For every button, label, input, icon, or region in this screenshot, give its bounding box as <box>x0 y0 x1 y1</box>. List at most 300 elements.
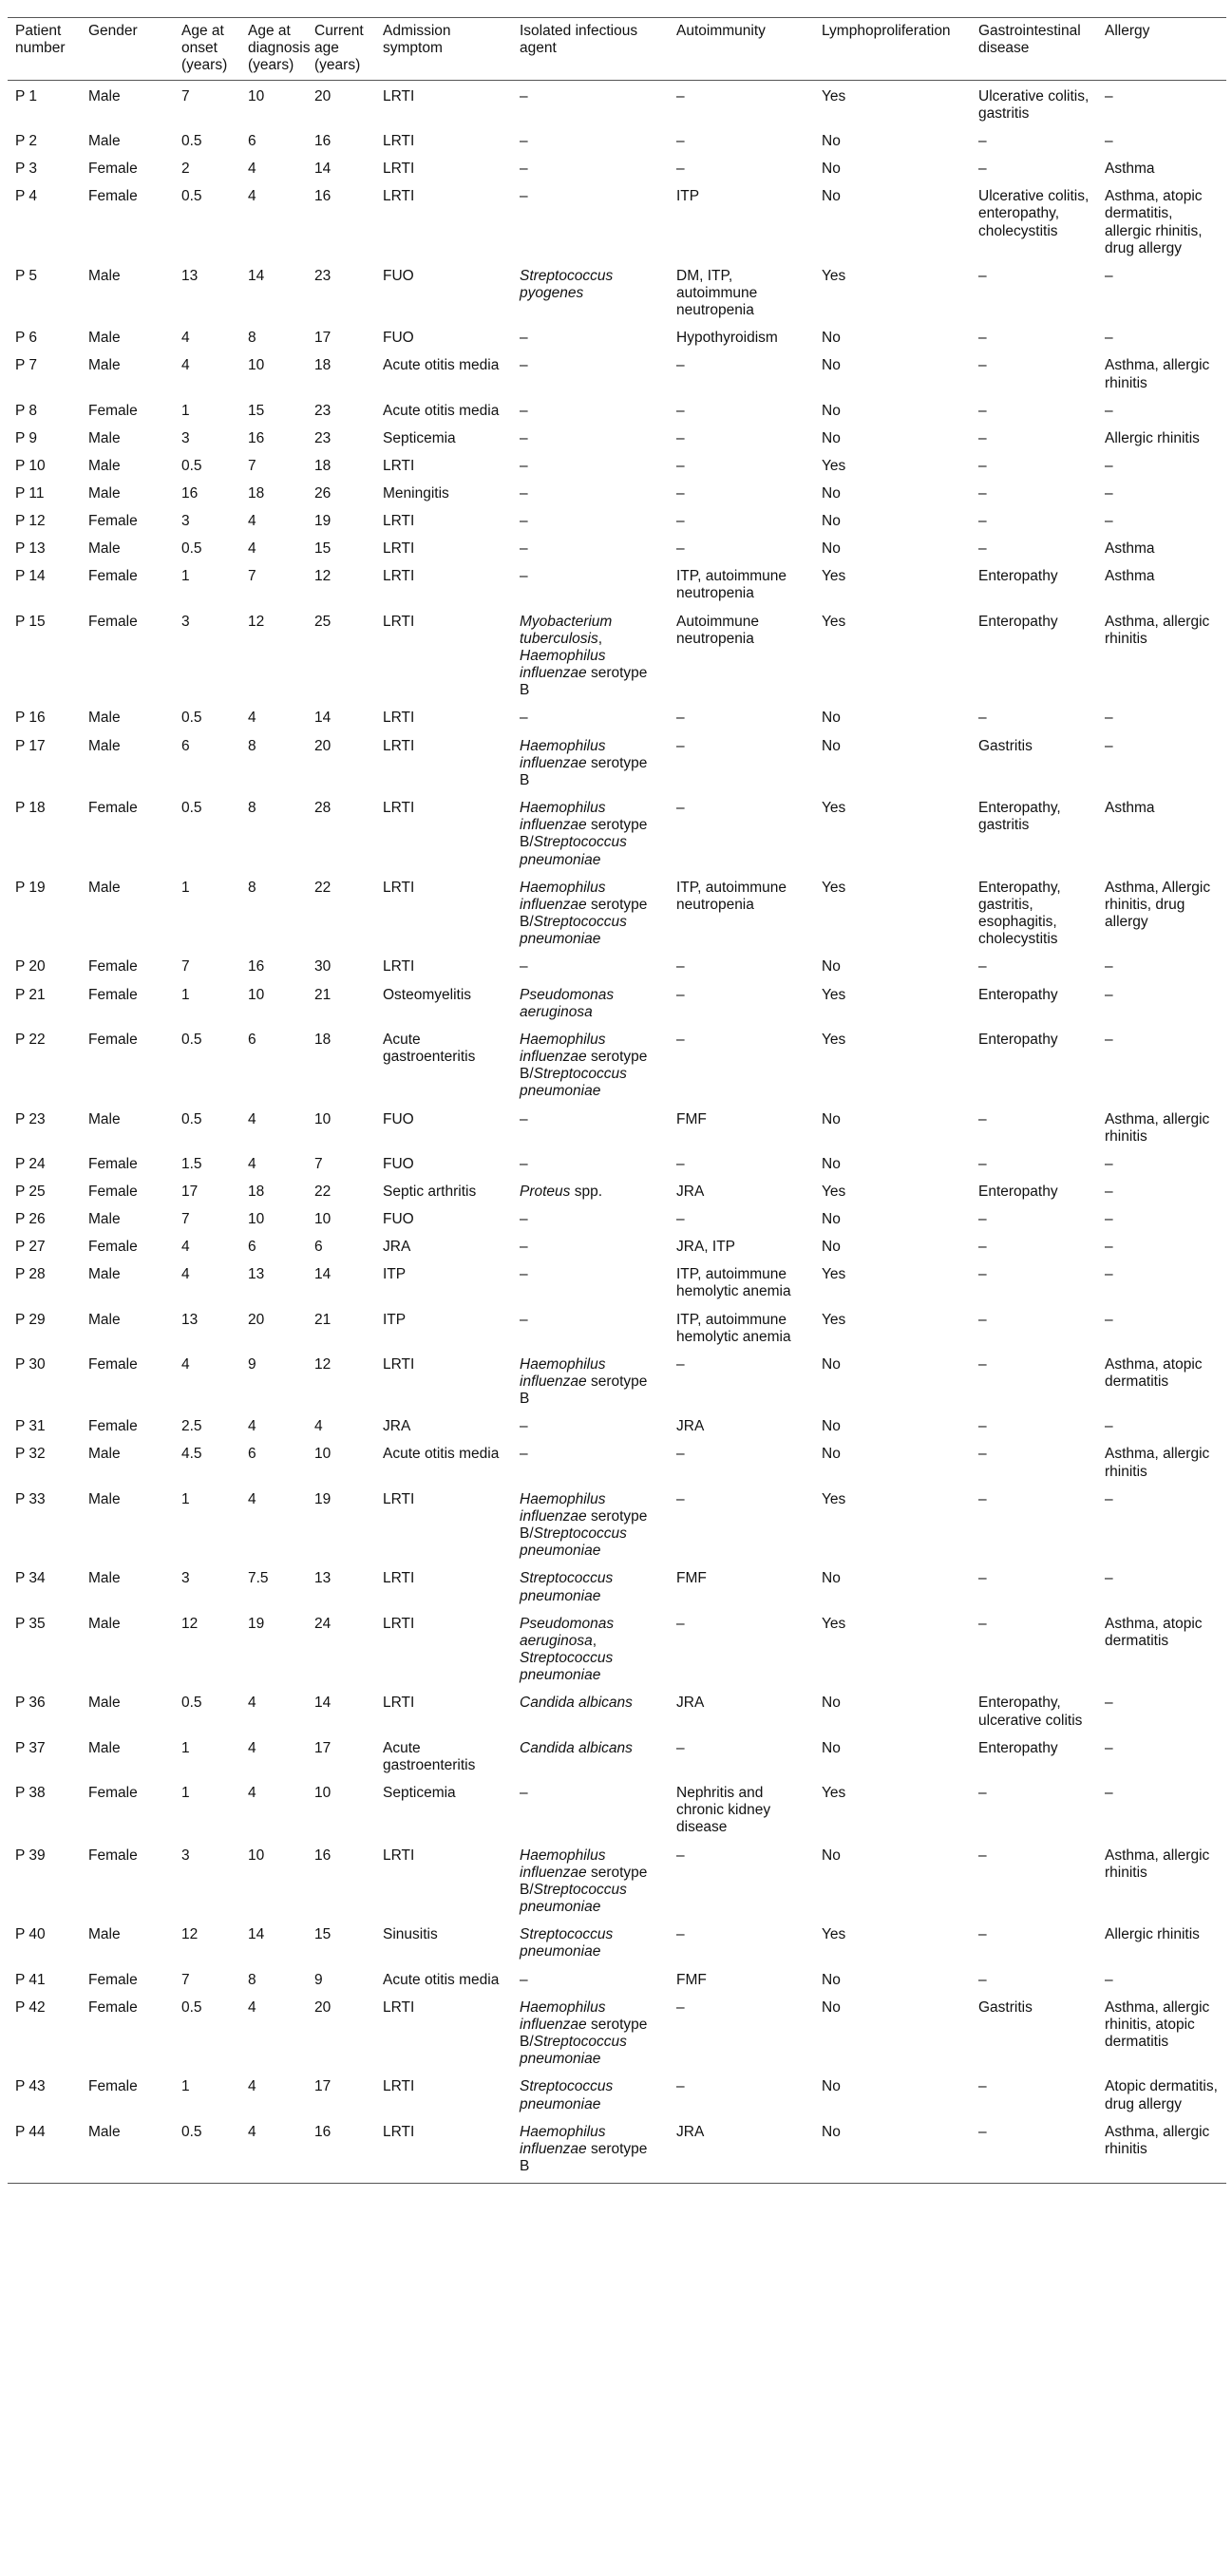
cell-admission-symptom: LRTI <box>383 1570 415 1587</box>
cell-age-at-onset: 2 <box>181 161 190 177</box>
table-row <box>8 707 1226 734</box>
cell-gender: Female <box>88 1971 138 1988</box>
cell-isolated-infectious-agent: Haemophilus influenzae serotype B <box>520 1355 648 1408</box>
cell-current-age: 15 <box>314 540 332 558</box>
cell-age-at-onset: 16 <box>181 484 199 502</box>
cell-isolated-infectious-agent: Pseudomonas aeruginosa <box>520 986 615 1020</box>
cell-allergy: – <box>1105 1311 1113 1328</box>
table-body <box>8 80 1226 2183</box>
table-row <box>8 1737 1226 1782</box>
cell-autoimmunity: – <box>676 958 685 975</box>
cell-autoimmunity: – <box>676 513 685 530</box>
cell-gastrointestinal-disease: – <box>978 484 987 502</box>
table-row <box>8 455 1226 483</box>
cell-lymphoproliferation: No <box>822 330 841 347</box>
cell-lymphoproliferation: No <box>822 1110 841 1127</box>
cell-isolated-infectious-agent: – <box>520 1446 528 1463</box>
cell-lymphoproliferation: Yes <box>822 457 846 474</box>
cell-autoimmunity: – <box>676 457 685 474</box>
cell-admission-symptom: LRTI <box>383 958 415 975</box>
cell-age-at-onset: 7 <box>181 1211 190 1228</box>
cell-isolated-infectious-agent: – <box>520 402 528 419</box>
cell-current-age: 10 <box>314 1211 332 1228</box>
cell-patient-number: P 1 <box>15 87 37 104</box>
cell-isolated-infectious-agent: Proteus spp. <box>520 1183 603 1200</box>
cell-lymphoproliferation: No <box>822 132 841 149</box>
cell-admission-symptom: LRTI <box>383 568 415 585</box>
cell-current-age: 23 <box>314 267 332 284</box>
cell-gastrointestinal-disease: Ulcerative colitis, enteropathy, cholecystitis <box>978 188 1090 239</box>
cell-gastrointestinal-disease: – <box>978 161 987 177</box>
cell-gender: Male <box>88 1211 121 1228</box>
cell-current-age: 21 <box>314 1311 332 1328</box>
cell-admission-symptom: Osteomyelitis <box>383 986 472 1003</box>
cell-age-at-onset: 3 <box>181 1570 190 1587</box>
cell-autoimmunity: – <box>676 986 685 1003</box>
cell-patient-number: P 14 <box>15 568 46 585</box>
cell-allergy: Asthma, allergic rhinitis, atopic dermatitis <box>1105 1998 1210 2050</box>
cell-autoimmunity: – <box>676 132 685 149</box>
cell-age-at-diagnosis: 4 <box>248 1695 256 1712</box>
cell-allergy: Asthma, allergic rhinitis <box>1105 2123 1210 2157</box>
cell-patient-number: P 24 <box>15 1155 46 1172</box>
cell-isolated-infectious-agent: Haemophilus influenzae serotype B/Streptococcus pneumoniae <box>520 1998 648 2068</box>
cell-isolated-infectious-agent: – <box>520 1418 528 1435</box>
cell-gastrointestinal-disease: Enteropathy <box>978 1031 1058 1048</box>
cell-current-age: 24 <box>314 1615 332 1632</box>
cell-current-age: 16 <box>314 188 332 205</box>
cell-age-at-onset: 7 <box>181 958 190 975</box>
cell-gender: Male <box>88 457 121 474</box>
cell-gastrointestinal-disease: – <box>978 1615 987 1632</box>
cell-age-at-onset: 0.5 <box>181 132 202 149</box>
cell-admission-symptom: LRTI <box>383 161 415 177</box>
cell-current-age: 14 <box>314 710 332 727</box>
cell-current-age: 16 <box>314 1847 332 1864</box>
cell-age-at-onset: 0.5 <box>181 1031 202 1048</box>
column-header-gastrointestinal-disease: Gastrointestinal disease <box>978 23 1081 57</box>
cell-lymphoproliferation: No <box>822 1998 841 2016</box>
cell-allergy: – <box>1105 484 1113 502</box>
cell-gastrointestinal-disease: – <box>978 1446 987 1463</box>
cell-allergy: Asthma, atopic dermatitis, allergic rhinitis, drug allergy <box>1105 188 1203 256</box>
cell-gender: Female <box>88 402 138 419</box>
cell-age-at-onset: 0.5 <box>181 2123 202 2140</box>
cell-patient-number: P 30 <box>15 1355 46 1373</box>
cell-age-at-onset: 3 <box>181 613 190 630</box>
cell-allergy: Asthma <box>1105 568 1155 585</box>
cell-admission-symptom: LRTI <box>383 800 415 817</box>
cell-allergy: – <box>1105 1183 1113 1200</box>
table-row <box>8 956 1226 983</box>
cell-gender: Female <box>88 161 138 177</box>
cell-current-age: 17 <box>314 2078 332 2095</box>
cell-patient-number: P 22 <box>15 1031 46 1048</box>
table-row <box>8 1488 1226 1568</box>
cell-current-age: 21 <box>314 986 332 1003</box>
cell-gender: Female <box>88 958 138 975</box>
cell-allergy: – <box>1105 267 1113 284</box>
cell-lymphoproliferation: No <box>822 1570 841 1587</box>
cell-allergy: – <box>1105 1211 1113 1228</box>
cell-age-at-diagnosis: 18 <box>248 484 265 502</box>
cell-age-at-diagnosis: 10 <box>248 1847 265 1864</box>
cell-lymphoproliferation: Yes <box>822 613 846 630</box>
cell-autoimmunity: ITP, autoimmune hemolytic anemia <box>676 1311 791 1345</box>
cell-lymphoproliferation: No <box>822 737 841 754</box>
cell-allergy: Atopic dermatitis, drug allergy <box>1105 2078 1218 2112</box>
column-header-admission-symptom: Admission symptom <box>383 23 451 57</box>
cell-gender: Female <box>88 1239 138 1256</box>
cell-age-at-diagnosis: 14 <box>248 1926 265 1943</box>
table-row <box>8 1309 1226 1354</box>
cell-allergy: Asthma <box>1105 161 1155 177</box>
cell-allergy: – <box>1105 1971 1113 1988</box>
cell-age-at-onset: 0.5 <box>181 188 202 205</box>
cell-isolated-infectious-agent: – <box>520 710 528 727</box>
cell-age-at-onset: 1.5 <box>181 1155 202 1172</box>
cell-patient-number: P 39 <box>15 1847 46 1864</box>
cell-admission-symptom: LRTI <box>383 1847 415 1864</box>
table-row <box>8 400 1226 427</box>
cell-allergy: – <box>1105 1418 1113 1435</box>
table-row <box>8 1923 1226 1968</box>
cell-lymphoproliferation: No <box>822 1971 841 1988</box>
cell-admission-symptom: LRTI <box>383 457 415 474</box>
cell-autoimmunity: FMF <box>676 1570 707 1587</box>
cell-age-at-onset: 12 <box>181 1926 199 1943</box>
cell-isolated-infectious-agent: – <box>520 161 528 177</box>
cell-isolated-infectious-agent: – <box>520 132 528 149</box>
cell-age-at-diagnosis: 4 <box>248 2123 256 2140</box>
cell-gender: Male <box>88 540 121 558</box>
cell-patient-number: P 37 <box>15 1739 46 1756</box>
cell-autoimmunity: – <box>676 1847 685 1864</box>
cell-age-at-diagnosis: 8 <box>248 800 256 817</box>
cell-age-at-diagnosis: 19 <box>248 1615 265 1632</box>
cell-autoimmunity: – <box>676 429 685 446</box>
cell-allergy: – <box>1105 958 1113 975</box>
cell-admission-symptom: Septic arthritis <box>383 1183 477 1200</box>
cell-admission-symptom: LRTI <box>383 613 415 630</box>
table-row <box>8 483 1226 510</box>
cell-allergy: Asthma, allergic rhinitis <box>1105 1847 1210 1881</box>
cell-age-at-onset: 1 <box>181 1785 190 1801</box>
cell-autoimmunity: JRA, ITP <box>676 1239 736 1256</box>
cell-lymphoproliferation: Yes <box>822 986 846 1003</box>
cell-current-age: 25 <box>314 613 332 630</box>
cell-gender: Male <box>88 330 121 347</box>
table-row <box>8 1692 1226 1736</box>
column-header-age-at-diagnosis: Age at diagnosis (years) <box>248 23 311 74</box>
cell-lymphoproliferation: No <box>822 161 841 177</box>
table-row <box>8 158 1226 185</box>
cell-autoimmunity: – <box>676 402 685 419</box>
cell-age-at-onset: 4 <box>181 1266 190 1283</box>
cell-age-at-onset: 6 <box>181 737 190 754</box>
cell-gastrointestinal-disease: – <box>978 2078 987 2095</box>
cell-gastrointestinal-disease: – <box>978 330 987 347</box>
cell-gastrointestinal-disease: – <box>978 2123 987 2140</box>
cell-allergy: – <box>1105 330 1113 347</box>
cell-isolated-infectious-agent: Haemophilus influenzae serotype B/Streptococcus pneumoniae <box>520 1031 648 1100</box>
cell-gender: Male <box>88 1311 121 1328</box>
cell-age-at-onset: 3 <box>181 1847 190 1864</box>
cell-age-at-diagnosis: 13 <box>248 1266 265 1283</box>
cell-current-age: 19 <box>314 1490 332 1507</box>
cell-gender: Male <box>88 429 121 446</box>
cell-lymphoproliferation: Yes <box>822 87 846 104</box>
cell-admission-symptom: LRTI <box>383 513 415 530</box>
cell-age-at-onset: 1 <box>181 986 190 1003</box>
cell-gender: Male <box>88 1446 121 1463</box>
cell-patient-number: P 9 <box>15 429 37 446</box>
table-row <box>8 2075 1226 2120</box>
cell-current-age: 10 <box>314 1446 332 1463</box>
table-row <box>8 984 1226 1029</box>
cell-gender: Male <box>88 879 121 896</box>
cell-autoimmunity: – <box>676 357 685 374</box>
cell-admission-symptom: FUO <box>383 267 414 284</box>
cell-patient-number: P 26 <box>15 1211 46 1228</box>
cell-autoimmunity: – <box>676 1155 685 1172</box>
cell-admission-symptom: JRA <box>383 1418 411 1435</box>
cell-age-at-onset: 7 <box>181 1971 190 1988</box>
cell-gastrointestinal-disease: Enteropathy <box>978 986 1058 1003</box>
cell-autoimmunity: – <box>676 1446 685 1463</box>
cell-gender: Male <box>88 484 121 502</box>
cell-gastrointestinal-disease: – <box>978 1155 987 1172</box>
table-row <box>8 797 1226 877</box>
cell-autoimmunity: – <box>676 1211 685 1228</box>
cell-gender: Female <box>88 568 138 585</box>
cell-age-at-onset: 2.5 <box>181 1418 202 1435</box>
cell-gastrointestinal-disease: – <box>978 1490 987 1507</box>
cell-lymphoproliferation: No <box>822 1847 841 1864</box>
cell-autoimmunity: – <box>676 710 685 727</box>
column-header-allergy: Allergy <box>1105 23 1150 39</box>
cell-isolated-infectious-agent: Candida albicans <box>520 1739 633 1756</box>
cell-gastrointestinal-disease: – <box>978 1266 987 1283</box>
cell-gender: Female <box>88 1155 138 1172</box>
cell-admission-symptom: Septicemia <box>383 429 456 446</box>
cell-admission-symptom: Acute otitis media <box>383 357 500 374</box>
cell-gastrointestinal-disease: – <box>978 1418 987 1435</box>
cell-current-age: 20 <box>314 737 332 754</box>
table-row <box>8 877 1226 957</box>
cell-admission-symptom: Acute gastroenteritis <box>383 1031 476 1066</box>
cell-lymphoproliferation: No <box>822 429 841 446</box>
cell-patient-number: P 21 <box>15 986 46 1003</box>
cell-current-age: 30 <box>314 958 332 975</box>
table-row <box>8 1997 1226 2076</box>
cell-age-at-onset: 1 <box>181 2078 190 2095</box>
patient-table <box>8 17 1226 2184</box>
cell-current-age: 14 <box>314 1695 332 1712</box>
cell-patient-number: P 8 <box>15 402 37 419</box>
cell-lymphoproliferation: No <box>822 1418 841 1435</box>
cell-allergy: – <box>1105 1239 1113 1256</box>
table-row <box>8 538 1226 565</box>
table-row <box>8 80 1226 130</box>
cell-autoimmunity: ITP, autoimmune neutropenia <box>676 879 787 913</box>
cell-gender: Female <box>88 1031 138 1048</box>
cell-gastrointestinal-disease: – <box>978 1211 987 1228</box>
cell-autoimmunity: Hypothyroidism <box>676 330 778 347</box>
cell-current-age: 14 <box>314 1266 332 1283</box>
cell-autoimmunity: ITP, autoimmune neutropenia <box>676 568 787 602</box>
cell-allergy: Allergic rhinitis <box>1105 1926 1200 1943</box>
cell-current-age: 10 <box>314 1110 332 1127</box>
cell-gender: Male <box>88 87 121 104</box>
cell-lymphoproliferation: No <box>822 710 841 727</box>
cell-patient-number: P 2 <box>15 132 37 149</box>
cell-gastrointestinal-disease: – <box>978 402 987 419</box>
cell-admission-symptom: LRTI <box>383 188 415 205</box>
cell-current-age: 22 <box>314 879 332 896</box>
cell-admission-symptom: FUO <box>383 1110 414 1127</box>
cell-age-at-diagnosis: 7 <box>248 457 256 474</box>
cell-current-age: 7 <box>314 1155 323 1172</box>
column-header-autoimmunity: Autoimmunity <box>676 23 766 39</box>
cell-isolated-infectious-agent: Pseudomonas aeruginosa, Streptococcus pneumoniae <box>520 1615 615 1684</box>
cell-patient-number: P 19 <box>15 879 46 896</box>
cell-age-at-diagnosis: 4 <box>248 1155 256 1172</box>
cell-current-age: 20 <box>314 87 332 104</box>
cell-gastrointestinal-disease: – <box>978 1355 987 1373</box>
cell-age-at-onset: 0.5 <box>181 457 202 474</box>
cell-allergy: Asthma, allergic rhinitis <box>1105 613 1210 647</box>
cell-lymphoproliferation: Yes <box>822 1615 846 1632</box>
header-row <box>8 18 1226 81</box>
cell-age-at-diagnosis: 4 <box>248 540 256 558</box>
cell-age-at-onset: 0.5 <box>181 540 202 558</box>
table-row <box>8 510 1226 538</box>
cell-admission-symptom: LRTI <box>383 2123 415 2140</box>
column-header-current-age: Current age (years) <box>314 23 364 74</box>
cell-gastrointestinal-disease: – <box>978 513 987 530</box>
cell-age-at-diagnosis: 6 <box>248 1446 256 1463</box>
cell-current-age: 14 <box>314 161 332 177</box>
cell-admission-symptom: ITP <box>383 1311 407 1328</box>
cell-current-age: 10 <box>314 1785 332 1801</box>
cell-isolated-infectious-agent: – <box>520 540 528 558</box>
cell-age-at-diagnosis: 10 <box>248 1211 265 1228</box>
cell-gender: Female <box>88 1998 138 2016</box>
cell-allergy: – <box>1105 87 1113 104</box>
cell-lymphoproliferation: No <box>822 1739 841 1756</box>
cell-age-at-onset: 7 <box>181 87 190 104</box>
cell-patient-number: P 7 <box>15 357 37 374</box>
cell-autoimmunity: JRA <box>676 2123 705 2140</box>
cell-autoimmunity: – <box>676 87 685 104</box>
table-row <box>8 1415 1226 1443</box>
cell-gastrointestinal-disease: – <box>978 132 987 149</box>
cell-age-at-diagnosis: 15 <box>248 402 265 419</box>
cell-gastrointestinal-disease: Enteropathy <box>978 1183 1058 1200</box>
cell-age-at-diagnosis: 4 <box>248 1418 256 1435</box>
cell-patient-number: P 23 <box>15 1110 46 1127</box>
cell-gastrointestinal-disease: Enteropathy <box>978 568 1058 585</box>
cell-admission-symptom: LRTI <box>383 87 415 104</box>
cell-patient-number: P 11 <box>15 484 45 502</box>
cell-age-at-diagnosis: 4 <box>248 161 256 177</box>
cell-age-at-onset: 3 <box>181 429 190 446</box>
cell-autoimmunity: – <box>676 2078 685 2095</box>
table-row <box>8 1567 1226 1612</box>
table-row <box>8 1845 1226 1924</box>
cell-lymphoproliferation: Yes <box>822 800 846 817</box>
cell-lymphoproliferation: No <box>822 1211 841 1228</box>
cell-age-at-onset: 0.5 <box>181 1695 202 1712</box>
cell-isolated-infectious-agent: Haemophilus influenzae serotype B <box>520 737 648 788</box>
cell-age-at-diagnosis: 6 <box>248 1031 256 1048</box>
cell-autoimmunity: – <box>676 1615 685 1632</box>
table-row <box>8 354 1226 399</box>
table-header <box>8 18 1226 81</box>
cell-isolated-infectious-agent: – <box>520 87 528 104</box>
cell-gastrointestinal-disease: Gastritis <box>978 737 1033 754</box>
cell-age-at-diagnosis: 4 <box>248 2078 256 2095</box>
cell-patient-number: P 33 <box>15 1490 46 1507</box>
cell-autoimmunity: – <box>676 540 685 558</box>
cell-lymphoproliferation: Yes <box>822 1266 846 1283</box>
cell-autoimmunity: FMF <box>676 1971 707 1988</box>
cell-gender: Male <box>88 1490 121 1507</box>
cell-allergy: Asthma, allergic rhinitis <box>1105 1446 1210 1480</box>
cell-isolated-infectious-agent: Haemophilus influenzae serotype B <box>520 2123 648 2174</box>
cell-patient-number: P 32 <box>15 1446 46 1463</box>
cell-current-age: 6 <box>314 1239 323 1256</box>
cell-isolated-infectious-agent: – <box>520 1211 528 1228</box>
cell-gender: Female <box>88 1418 138 1435</box>
cell-gender: Female <box>88 1847 138 1864</box>
table-row <box>8 1236 1226 1263</box>
cell-gastrointestinal-disease: – <box>978 1785 987 1801</box>
cell-lymphoproliferation: Yes <box>822 1926 846 1943</box>
cell-gastrointestinal-disease: – <box>978 1926 987 1943</box>
cell-gastrointestinal-disease: – <box>978 540 987 558</box>
cell-current-age: 22 <box>314 1183 332 1200</box>
cell-admission-symptom: LRTI <box>383 2078 415 2095</box>
cell-patient-number: P 25 <box>15 1183 46 1200</box>
cell-autoimmunity: – <box>676 161 685 177</box>
cell-allergy: Asthma, allergic rhinitis <box>1105 1110 1210 1145</box>
cell-gender: Male <box>88 710 121 727</box>
cell-age-at-diagnosis: 9 <box>248 1355 256 1373</box>
cell-age-at-diagnosis: 4 <box>248 188 256 205</box>
cell-patient-number: P 4 <box>15 188 37 205</box>
cell-current-age: 23 <box>314 402 332 419</box>
cell-lymphoproliferation: Yes <box>822 1031 846 1048</box>
cell-gender: Male <box>88 1266 121 1283</box>
cell-allergy: – <box>1105 1155 1113 1172</box>
cell-lymphoproliferation: No <box>822 1239 841 1256</box>
table-row <box>8 130 1226 158</box>
cell-admission-symptom: LRTI <box>383 879 415 896</box>
cell-isolated-infectious-agent: – <box>520 958 528 975</box>
cell-autoimmunity: – <box>676 737 685 754</box>
cell-patient-number: P 20 <box>15 958 46 975</box>
cell-patient-number: P 35 <box>15 1615 46 1632</box>
cell-autoimmunity: JRA <box>676 1695 705 1712</box>
cell-age-at-diagnosis: 4 <box>248 1490 256 1507</box>
column-header-gender: Gender <box>88 23 138 39</box>
cell-gastrointestinal-disease: – <box>978 1311 987 1328</box>
table-row <box>8 2121 1226 2184</box>
cell-gastrointestinal-disease: – <box>978 1971 987 1988</box>
cell-patient-number: P 31 <box>15 1418 46 1435</box>
